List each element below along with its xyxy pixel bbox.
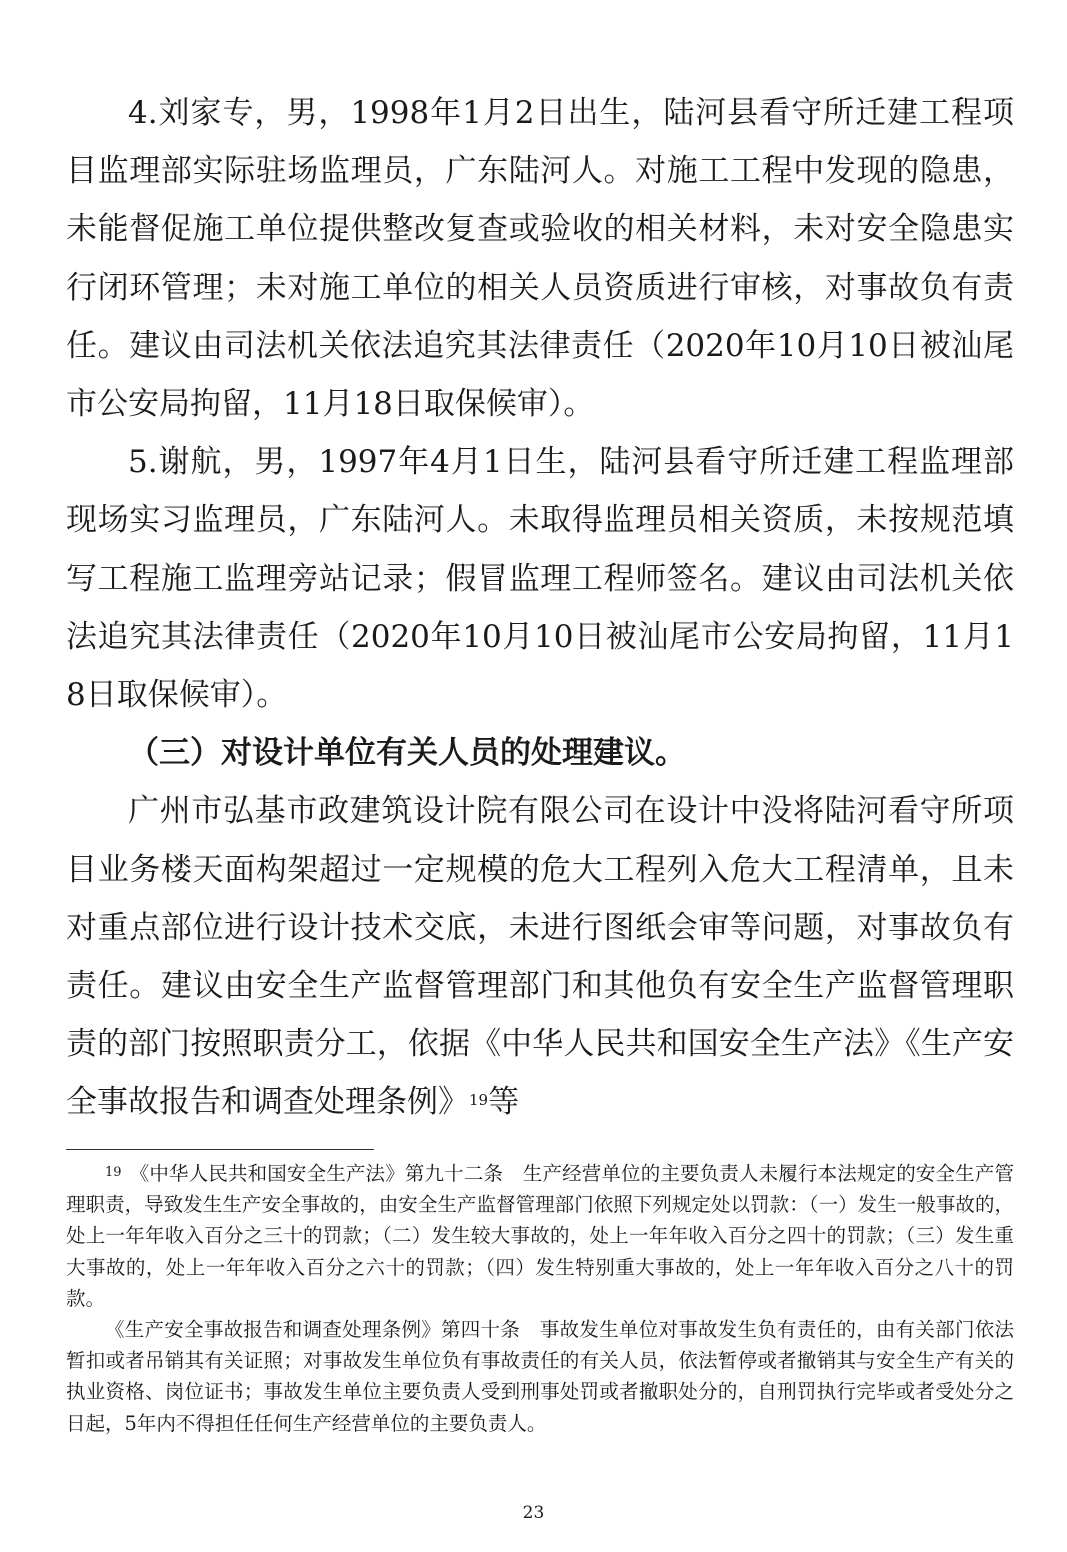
- footnotes: [66, 1158, 1014, 1439]
- footnote-19-part1: [66, 1158, 1014, 1314]
- paragraph-xie-hang: 5.谢航，男，1997年4月1日生，陆河县看守所迁建工程监理部现场实习监理员，广东陆河人。未取得监理员相关资质，未按规范填写工程施工监理旁站记录；假冒监理工程师签名。建议由司法机关依法追究其法律责任（2020年10月10日被汕尾市公安局拘留，11月18日取保候审）。: [66, 444, 1014, 714]
- footnote-19-text1: 《中华人民共和国安全生产法》第九十二条 生产经营单位的主要负责人未履行本法规定的安全生产管理职责，导致发生生产安全事故的，由安全生产监督管理部门依照下列规定处以罚款：（一）发生一般事故的，处上一年年收入百分之三十的罚款；（二）发生较大事故的，处上一年年收入百分之四十的罚款；（三）发生重大事故的，处上一年年收入百分之六十的罚款；（四）发生特别重大事故的，处上一年年收入百分之八十的罚款。: [66, 1162, 1014, 1310]
- paragraph-design-unit-tail: 等: [488, 1084, 520, 1121]
- body-text: [66, 84, 1014, 1132]
- page-number: 23: [522, 1503, 545, 1523]
- paragraph-liu-jiazhuan: 4.刘家专，男，1998年1月2日出生，陆河县看守所迁建工程项目监理部实际驻场监理员，广东陆河人。对施工工程中发现的隐患，未能督促施工单位提供整改复查或验收的相关材料，未对安全隐患实行闭环管理；未对施工单位的相关人员资质进行审核，对事故负有责任。建议由司法机关依法追究其法律责任（2020年10月10日被汕尾市公安局拘留，11月18日取保候审）。: [66, 95, 1014, 423]
- paragraph-design-unit-text: 广州市弘基市政建筑设计院有限公司在设计中没将陆河看守所项目业务楼天面构架超过一定规模的危大工程列入危大工程清单，且未对重点部位进行设计技术交底，未进行图纸会审等问题，对事故负有责任。建议由安全生产监督管理部门和其他负有安全生产监督管理职责的部门按照职责分工，依据《中华人民共和国安全生产法》《生产安全事故报告和调查处理条例》: [66, 793, 1014, 1121]
- footnote-reference-19[interactable]: 19: [469, 1091, 489, 1110]
- footnote-19-part2: 《生产安全事故报告和调查处理条例》第四十条 事故发生单位对事故发生负有责任的，由有关部门依法暂扣或者吊销其有关证照；对事故发生单位负有事故责任的有关人员，依法暂停或者撤销其与安全生产有关的执业资格、岗位证书；事故发生单位主要负责人受到刑事处罚或者撤职处分的，自刑罚执行完毕或者受处分之日起，5年内不得担任任何生产经营单位的主要负责人。: [66, 1318, 1014, 1435]
- section-heading-design-unit: （三）对设计单位有关人员的处理建议。: [128, 735, 686, 772]
- footnote-separator: [66, 1149, 374, 1150]
- paragraph-design-unit: [66, 782, 1014, 1131]
- footnote-number: 19: [105, 1165, 122, 1180]
